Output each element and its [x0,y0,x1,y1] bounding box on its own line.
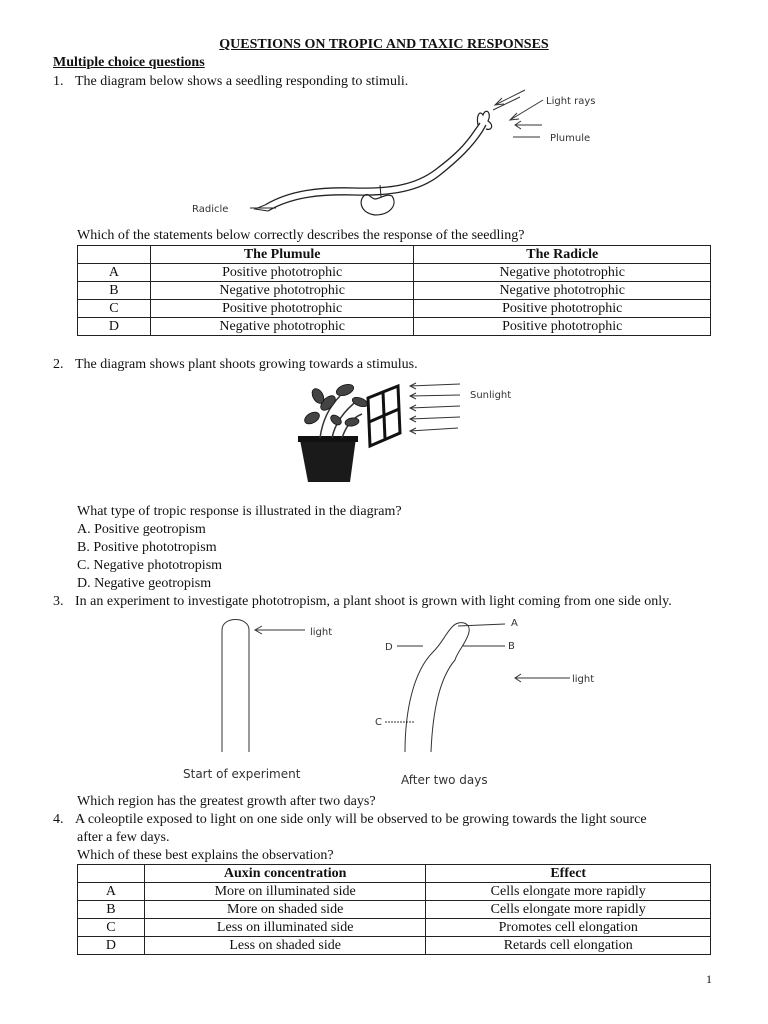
table-cell: More on shaded side [144,901,426,919]
table-cell: C [78,919,145,937]
table-cell: Promotes cell elongation [426,919,711,937]
question-2-prompt: What type of tropic response is illustrated in the diagram? [77,504,402,519]
table-cell: A [78,883,145,901]
table-cell: B [78,282,151,300]
page-number: 1 [706,972,712,986]
table-cell: Positive phototrophic [414,300,711,318]
table-cell: C [78,300,151,318]
table-cell: More on illuminated side [144,883,426,901]
question-number: 1. [53,74,64,89]
option-b: B. Positive phototropism [77,540,217,555]
label-after: After two days [401,773,488,787]
table-cell: Less on shaded side [144,937,426,955]
question-4 [53,811,647,829]
table-row [78,318,711,336]
header-cell: Auxin concentration [144,865,426,883]
table-cell: Retards cell elongation [426,937,711,955]
label-light-start: light [310,627,333,638]
option-c: C. Negative phototropism [77,558,223,573]
label-c: C [375,717,382,728]
question-3-prompt: Which region has the greatest growth after two days? [77,794,376,809]
table-cell: Negative phototrophic [150,282,414,300]
plant-pot-diagram [290,378,520,486]
section-heading: Multiple choice questions [53,55,205,70]
table-cell: A [78,264,151,282]
question-text: In an experiment to investigate phototropism, a plant shoot is grown with light coming from one side only. [75,594,672,609]
table-cell: Positive phototrophic [150,264,414,282]
label-plumule: Plumule [550,133,591,144]
question-4-table [77,864,711,955]
question-number: 2. [53,357,64,372]
table-row [78,901,711,919]
table-row [78,883,711,901]
header-cell [78,246,151,264]
label-radicle: Radicle [192,204,229,215]
question-4-text-cont: after a few days. [77,830,170,845]
option-a: A. Positive geotropism [77,522,206,537]
table-cell: Cells elongate more rapidly [426,901,711,919]
table-cell: Negative phototrophic [414,264,711,282]
question-4-prompt: Which of these best explains the observation? [77,848,334,863]
label-light-after: light [572,674,595,685]
table-row [78,282,711,300]
label-light-rays: Light rays [546,96,596,107]
label-b: B [508,641,515,652]
table-cell: D [78,937,145,955]
option-d: D. Negative geotropism [77,576,212,591]
table-row [78,300,711,318]
question-text: The diagram below shows a seedling responding to stimuli. [75,74,409,89]
question-1-prompt: Which of the statements below correctly describes the response of the seedling? [77,228,525,243]
table-header-row [78,246,711,264]
page-title: QUESTIONS ON TROPIC AND TAXIC RESPONSES [219,37,549,52]
header-cell: The Radicle [414,246,711,264]
table-cell: Positive phototrophic [414,318,711,336]
label-sunlight: Sunlight [470,390,512,401]
question-number: 3. [53,594,64,609]
label-start: Start of experiment [183,767,301,781]
question-3 [53,593,672,611]
phototropism-diagram [175,612,605,792]
table-header-row [78,865,711,883]
table-cell: Negative phototrophic [150,318,414,336]
table-cell: B [78,901,145,919]
label-a: A [511,618,518,629]
table-cell: Less on illuminated side [144,919,426,937]
table-cell: Cells elongate more rapidly [426,883,711,901]
seedling-diagram [180,85,620,220]
header-cell: The Plumule [150,246,414,264]
question-2 [53,356,418,374]
table-cell: D [78,318,151,336]
question-text: The diagram shows plant shoots growing towards a stimulus. [75,357,418,372]
question-1-table [77,245,711,336]
table-cell: Negative phototrophic [414,282,711,300]
table-cell: Positive phototrophic [150,300,414,318]
question-text: A coleoptile exposed to light on one side only will be observed to be growing towards the light source [75,812,647,827]
table-row [78,264,711,282]
label-d: D [385,642,393,653]
table-row [78,937,711,955]
header-cell [78,865,145,883]
question-number: 4. [53,812,64,827]
table-row [78,919,711,937]
header-cell: Effect [426,865,711,883]
